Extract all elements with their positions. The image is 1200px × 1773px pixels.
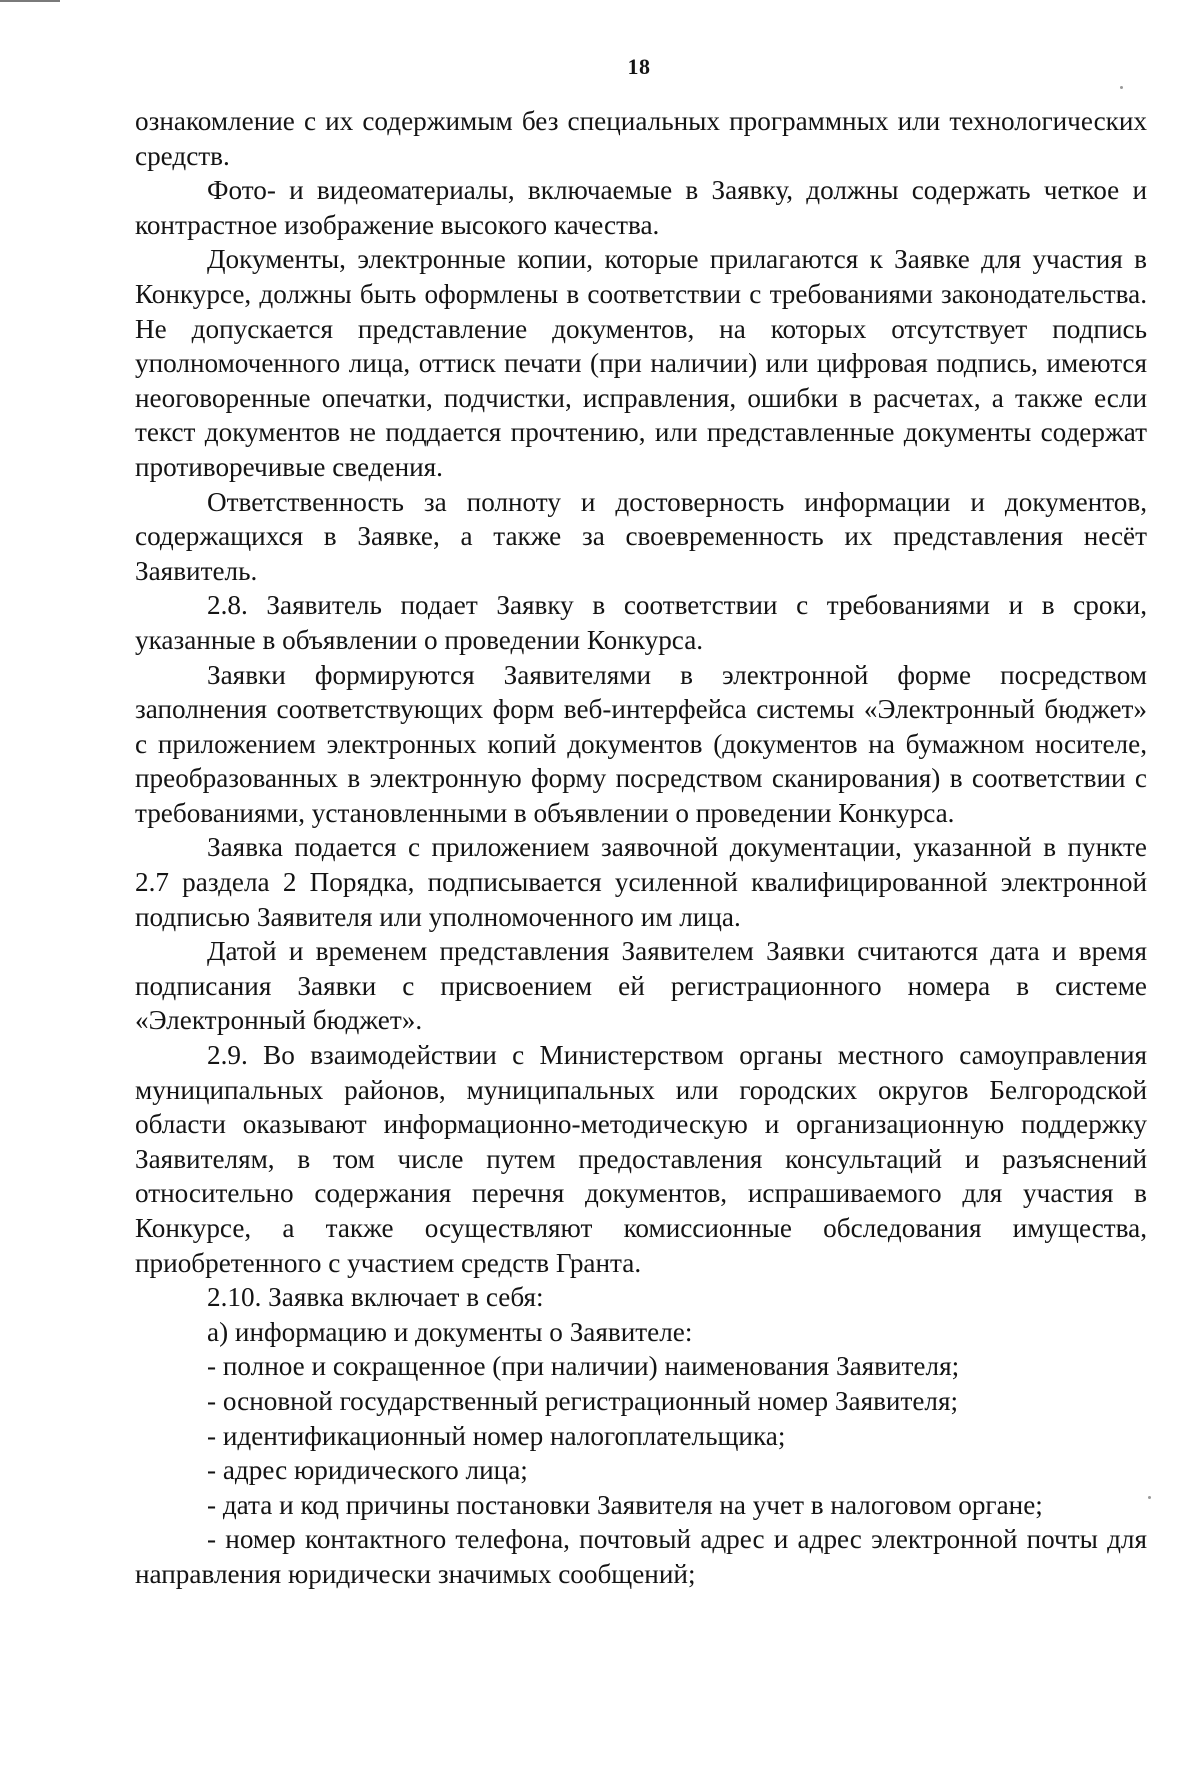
list-item: - номер контактного телефона, почтовый адрес и адрес электронной почты для направления юридически значимых сообщений;: [135, 1524, 1147, 1589]
paragraph: Документы, электронные копии, которые прилагаются к Заявке для участия в Конкурсе, должны быть оформлены в соответствии с требованиями законодательства. Не допускается представление документов, на которых отсутствует подпись уполномоченного лица, оттиск печати (при наличии) или цифровая подпись, имеются неоговоренные опечатки, подчистки, исправления, ошибки в расчетах, а также если текст документов не поддается прочтению, или представленные документы содержат противоречивые сведения.: [135, 244, 1147, 482]
scan-speck: [1148, 1496, 1151, 1499]
page-number: 18: [627, 54, 651, 79]
paragraph-section-2-8: 2.8. Заявитель подает Заявку в соответствии с требованиями и в сроки, указанные в объявлении о проведении Конкурса.: [135, 590, 1147, 655]
paragraph: ознакомление с их содержимым без специальных программных или технологических средств.: [135, 106, 1147, 171]
scan-speck: [1120, 86, 1123, 89]
paragraph: Заявки формируются Заявителями в электронной форме посредством заполнения соответствующих форм веб-интерфейса системы «Электронный бюджет» с приложением электронных копий документов (документов на бумажном носителе, преобразованных в электронную форму посредством сканирования) в соответствии с требованиями, установленными в объявлении о проведении Конкурса.: [135, 659, 1147, 828]
scan-edge-artifact: [0, 0, 60, 2]
paragraph: Фото- и видеоматериалы, включаемые в Заявку, должны содержать четкое и контрастное изображение высокого качества.: [135, 175, 1147, 240]
list-item: - дата и код причины постановки Заявителя на учет в налоговом органе;: [207, 1489, 1043, 1520]
list-heading: а) информацию и документы о Заявителе:: [207, 1316, 693, 1347]
list-item: - адрес юридического лица;: [207, 1455, 528, 1486]
list-item: - полное и сокращенное (при наличии) наименования Заявителя;: [207, 1351, 960, 1382]
list-item: - идентификационный номер налогоплательщика;: [207, 1420, 786, 1451]
document-body: [135, 104, 1147, 1592]
list-item: - основной государственный регистрационный номер Заявителя;: [207, 1385, 959, 1416]
paragraph-section-2-10: 2.10. Заявка включает в себя:: [207, 1282, 544, 1313]
paragraph: Датой и временем представления Заявителем Заявки считаются дата и время подписания Заявки с присвоением ей регистрационного номера в системе «Электронный бюджет».: [135, 936, 1147, 1036]
paragraph: Ответственность за полноту и достоверность информации и документов, содержащихся в Заявке, а также за своевременность их представления несёт Заявитель.: [135, 486, 1147, 586]
paragraph-section-2-9: 2.9. Во взаимодействии с Министерством органы местного самоуправления муниципальных районов, муниципальных или городских округов Белгородской области оказывают информационно-методическую и организационную поддержку Заявителям, в том числе путем предоставления консультаций и разъяснений относительно содержания перечня документов, испрашиваемого для участия в Конкурсе, а также осуществляют комиссионные обследования имущества, приобретенного с участием средств Гранта.: [135, 1040, 1147, 1278]
paragraph: Заявка подается с приложением заявочной документации, указанной в пункте 2.7 раздела 2 Порядка, подписывается усиленной квалифицированной электронной подписью Заявителя или уполномоченного им лица.: [135, 832, 1147, 932]
